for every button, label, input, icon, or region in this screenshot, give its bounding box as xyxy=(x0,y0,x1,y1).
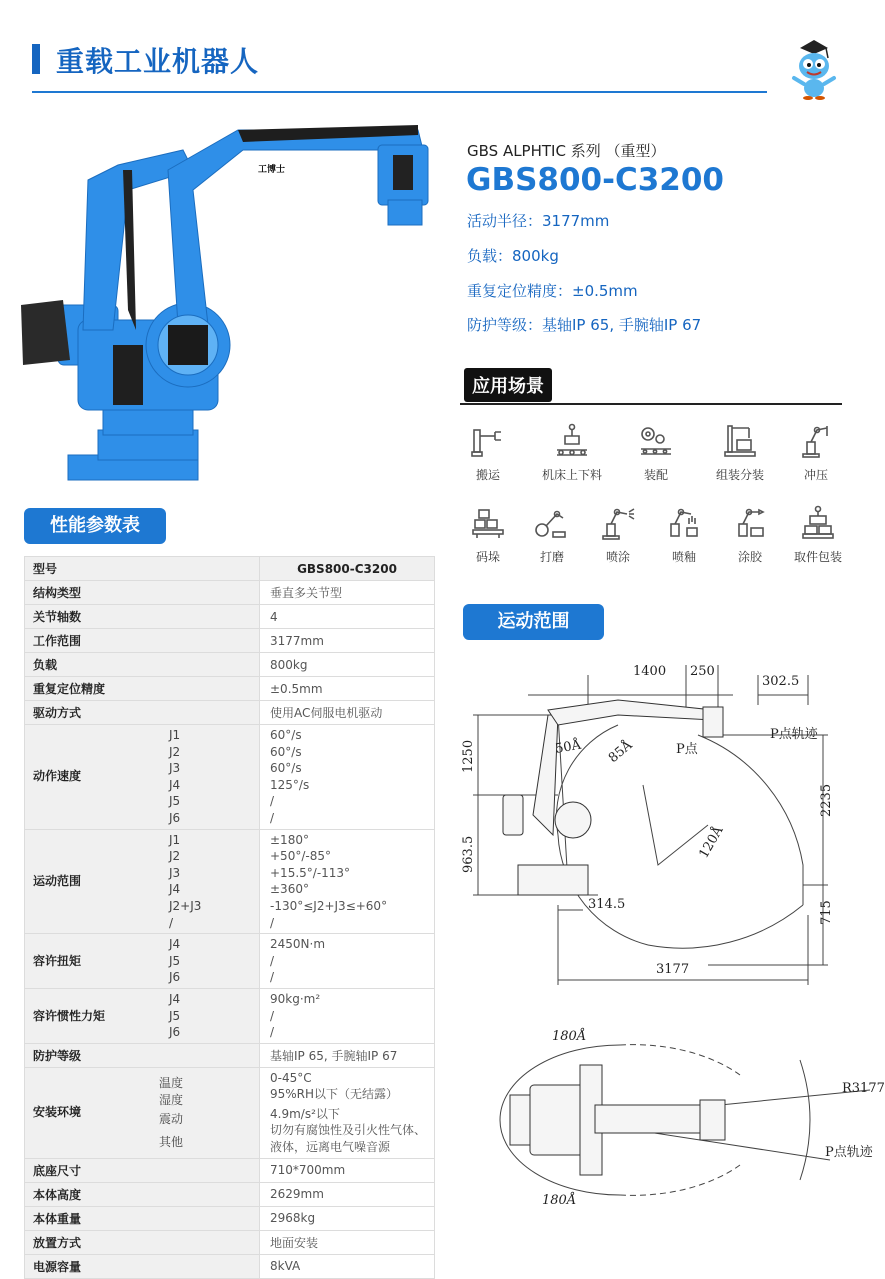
svg-text:50Å: 50Å xyxy=(554,737,583,757)
scenario-item-sorting: 组装分装 xyxy=(702,422,778,483)
spray-icon xyxy=(599,504,637,542)
header-divider xyxy=(32,91,767,93)
svg-text:1250: 1250 xyxy=(461,739,476,773)
table-row-inertia: 容许惯性力矩 J4 J5 J6 90kg·m² / / xyxy=(25,988,435,1043)
svg-text:180Å: 180Å xyxy=(542,1193,577,1208)
svg-text:P点轨迹: P点轨迹 xyxy=(825,1145,873,1160)
robot-illustration xyxy=(58,130,428,480)
svg-text:250: 250 xyxy=(690,664,715,679)
mascot-logo-icon xyxy=(782,36,846,100)
assembly-icon xyxy=(721,422,759,460)
svg-text:302.5: 302.5 xyxy=(762,674,800,689)
gears-icon xyxy=(637,422,675,460)
packaging-icon xyxy=(799,504,837,542)
conveyor-robot-icon xyxy=(553,422,591,460)
grinding-icon xyxy=(533,504,571,542)
press-icon xyxy=(797,422,835,460)
spec-payload: 负载：800kg xyxy=(467,247,559,265)
side-view-drawing xyxy=(458,655,878,995)
svg-text:314.5: 314.5 xyxy=(588,897,626,912)
table-row: 本体重量 2968kg xyxy=(25,1206,435,1230)
svg-text:180Å: 180Å xyxy=(552,1029,587,1044)
table-row: 防护等级 基轴IP 65, 手腕轴IP 67 xyxy=(25,1043,435,1067)
table-row: 关节轴数 4 xyxy=(25,605,435,629)
page-title: 重载工业机器人 xyxy=(56,45,260,78)
table-row: 驱动方式 使用AC伺服电机驱动 xyxy=(25,701,435,725)
scenario-item-machine-loading: 机床上下料 xyxy=(534,422,610,483)
table-row: 重复定位精度 ±0.5mm xyxy=(25,677,435,701)
scenario-item-gluing: 涂胶 xyxy=(712,504,788,565)
svg-text:2235: 2235 xyxy=(819,783,834,817)
gripper-icon xyxy=(469,422,507,460)
table-row-torque: 容许扭矩 J4 J5 J6 2450N·m / / xyxy=(25,934,435,989)
scenarios-heading: 应用场景 xyxy=(464,368,552,402)
svg-text:1400: 1400 xyxy=(633,664,667,679)
svg-text:P点: P点 xyxy=(676,742,698,757)
table-row: 负载 800kg xyxy=(25,653,435,677)
svg-text:3177: 3177 xyxy=(656,962,690,977)
scenario-item-packaging: 取件包装 xyxy=(780,504,856,565)
spec-radius: 活动半径：3177mm xyxy=(467,212,610,230)
table-row-environment: 安装环境 温度 湿度 震动 其他 0-45°C 95%RH以下（无结露） 4.9m/s²以下 切勿有腐蚀性及引火性气体、 液体，远离电气噪音源 xyxy=(25,1067,435,1158)
robot-outline xyxy=(503,700,723,895)
svg-text:120Å: 120Å xyxy=(696,823,727,861)
params-table xyxy=(24,556,435,1279)
scenario-item-grinding: 打磨 xyxy=(514,504,590,565)
robot-body-logo: 工博士 xyxy=(258,165,286,175)
title-accent-bar xyxy=(32,44,40,74)
product-model: GBS800-C3200 xyxy=(466,162,725,198)
robot-product-image xyxy=(18,110,448,490)
motion-heading: 运动范围 xyxy=(463,604,604,640)
table-row: 结构类型 垂直多关节型 xyxy=(25,581,435,605)
scenario-item-palletizing: 码垛 xyxy=(450,504,526,565)
top-view-drawing xyxy=(470,1020,885,1220)
params-heading: 性能参数表 xyxy=(24,508,166,544)
scenario-item-stamping: 冲压 xyxy=(778,422,854,483)
top-robot-outline xyxy=(510,1065,725,1175)
table-row: 放置方式 地面安装 xyxy=(25,1230,435,1254)
scenarios-divider xyxy=(460,403,842,405)
glaze-icon xyxy=(665,504,703,542)
table-row-speed: 动作速度 J1 J2 J3 J4 J5 J6 60°/s 60°/s 60°/s 125°/s / / xyxy=(25,725,435,830)
svg-text:963.5: 963.5 xyxy=(461,835,476,873)
palletizing-icon xyxy=(469,504,507,542)
svg-text:R3177: R3177 xyxy=(842,1081,885,1096)
svg-text:715: 715 xyxy=(819,900,834,925)
table-row: 电源容量 8kVA xyxy=(25,1254,435,1278)
spec-repeatability: 重复定位精度：±0.5mm xyxy=(467,282,638,300)
svg-text:P点轨迹: P点轨迹 xyxy=(770,727,818,742)
table-row: 底座尺寸 710*700mm xyxy=(25,1158,435,1182)
svg-text:85Å: 85Å xyxy=(605,737,636,767)
product-series: GBS ALPHTIC 系列 （重型） xyxy=(467,142,666,160)
table-row-range: 运动范围 J1 J2 J3 J4 J2+J3 / ±180° +50°/-85° +15.5°/-113° ±360° -130°≤J2+J3≤+60° / xyxy=(25,829,435,934)
scenario-item-glazing: 喷釉 xyxy=(646,504,722,565)
table-row: 本体高度 2629mm xyxy=(25,1182,435,1206)
scenario-item-handling: 搬运 xyxy=(450,422,526,483)
glue-icon xyxy=(731,504,769,542)
scenario-item-assembly: 装配 xyxy=(618,422,694,483)
table-row: 工作范围 3177mm xyxy=(25,629,435,653)
scenario-item-spraying: 喷涂 xyxy=(580,504,656,565)
table-row: 型号 GBS800-C3200 xyxy=(25,557,435,581)
spec-protection: 防护等级：基轴IP 65, 手腕轴IP 67 xyxy=(467,316,702,334)
